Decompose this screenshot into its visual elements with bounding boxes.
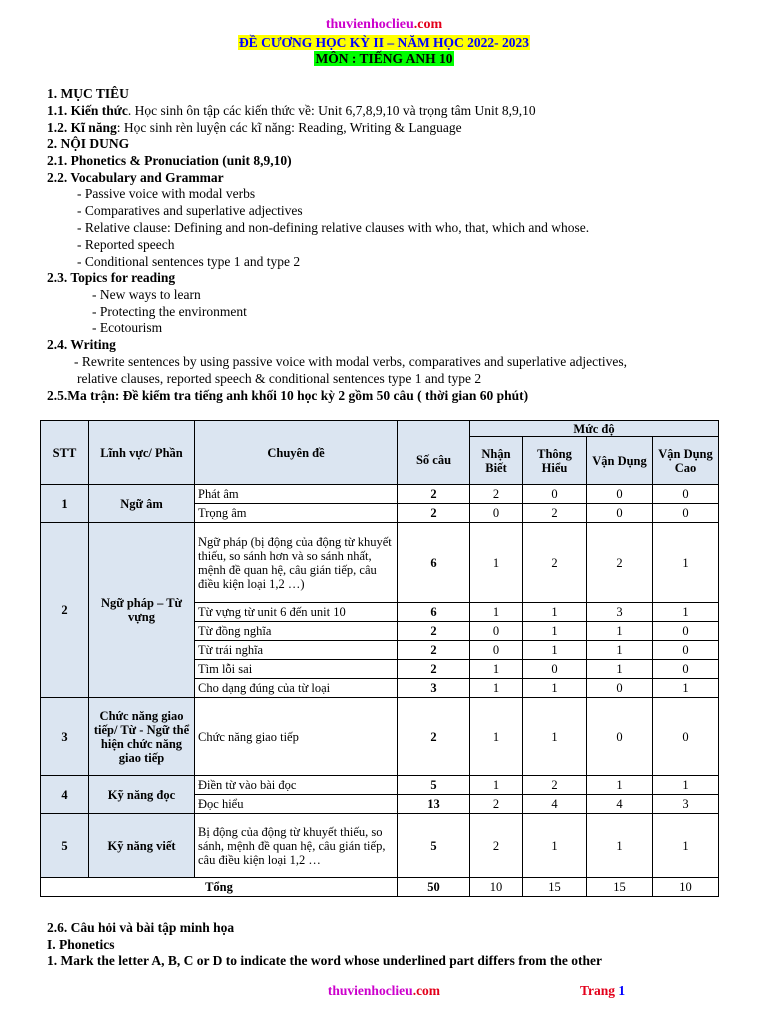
row-l3: 1 xyxy=(587,641,653,660)
site-tld: .com xyxy=(413,17,443,32)
row-l1: 1 xyxy=(470,523,523,603)
table-row xyxy=(41,814,719,878)
header-level: Mức độ xyxy=(470,421,719,437)
section-2-6: 2.6. Câu hỏi và bài tập minh họa xyxy=(47,920,235,935)
total-l3: 15 xyxy=(587,878,653,897)
row-l3: 0 xyxy=(587,698,653,776)
site-name: thuvienhoclieu xyxy=(325,17,414,32)
row-l1: 1 xyxy=(470,679,523,698)
group-field: Kỹ năng viết xyxy=(89,814,195,878)
row-l1: 1 xyxy=(470,660,523,679)
group-stt: 3 xyxy=(41,698,89,776)
row-l4: 1 xyxy=(653,814,719,878)
row-count: 5 xyxy=(398,814,470,878)
row-l4: 1 xyxy=(653,776,719,795)
total-row xyxy=(41,878,719,897)
row-l1: 1 xyxy=(470,698,523,776)
group-stt: 5 xyxy=(41,814,89,878)
row-l2: 4 xyxy=(523,795,587,814)
row-l3: 1 xyxy=(587,776,653,795)
row-l4: 0 xyxy=(653,698,719,776)
table-row xyxy=(41,485,719,504)
row-count: 2 xyxy=(398,641,470,660)
matrix-table xyxy=(40,420,719,897)
row-count: 5 xyxy=(398,776,470,795)
row-l1: 1 xyxy=(470,776,523,795)
row-l2: 1 xyxy=(523,641,587,660)
row-count: 3 xyxy=(398,679,470,698)
row-l3: 3 xyxy=(587,603,653,622)
row-l2: 2 xyxy=(523,776,587,795)
row-l4: 0 xyxy=(653,641,719,660)
section-2-2: 2.2. Vocabulary and Grammar xyxy=(47,170,224,185)
group-stt: 2 xyxy=(41,523,89,698)
row-l2: 2 xyxy=(523,504,587,523)
total-l2: 15 xyxy=(523,878,587,897)
row-l3: 1 xyxy=(587,814,653,878)
row-l2: 0 xyxy=(523,485,587,504)
row-topic: Từ trái nghĩa xyxy=(195,641,398,660)
section-2-3: 2.3. Topics for reading xyxy=(47,270,176,285)
group-field: Ngữ pháp – Từ vựng xyxy=(89,523,195,698)
phonetics-heading: I. Phonetics xyxy=(47,937,115,952)
row-count: 6 xyxy=(398,603,470,622)
row-l3: 1 xyxy=(587,660,653,679)
section-1-1: 1.1. Kiến thức. Học sinh ôn tập các kiến thức về: Unit 6,7,8,9,10 và trọng tâm Unit 8,9,10 xyxy=(47,103,536,118)
row-topic: Tìm lỗi sai xyxy=(195,660,398,679)
row-l2: 1 xyxy=(523,698,587,776)
writing-line-1: - Rewrite sentences by using passive voice with modal verbs, comparatives and superlative adjectives, xyxy=(74,354,627,369)
group-field: Kỹ năng đọc xyxy=(89,776,195,814)
row-l4: 0 xyxy=(653,660,719,679)
question-1: 1. Mark the letter A, B, C or D to indicate the word whose underlined part differs from the other xyxy=(47,953,602,968)
row-l1: 2 xyxy=(470,485,523,504)
row-topic: Điền từ vào bài đọc xyxy=(195,776,398,795)
section-1-2: 1.2. Kĩ năng: Học sinh rèn luyện các kĩ năng: Reading, Writing & Language xyxy=(47,120,462,135)
row-l1: 0 xyxy=(470,504,523,523)
group-field: Ngữ âm xyxy=(89,485,195,523)
row-l1: 2 xyxy=(470,795,523,814)
section-2-4: 2.4. Writing xyxy=(47,337,116,352)
total-l4: 10 xyxy=(653,878,719,897)
row-count: 2 xyxy=(398,660,470,679)
row-count: 2 xyxy=(398,698,470,776)
row-l2: 1 xyxy=(523,603,587,622)
section-2-heading: 2. NỘI DUNG xyxy=(47,136,130,151)
row-l2: 0 xyxy=(523,660,587,679)
row-topic: Chức năng giao tiếp xyxy=(195,698,398,776)
group-stt: 1 xyxy=(41,485,89,523)
header-level-2: Thông Hiểu xyxy=(523,437,587,485)
list-item: - Protecting the environment xyxy=(92,304,247,319)
total-label: Tổng xyxy=(41,878,398,897)
header-level-4: Vận Dụng Cao xyxy=(653,437,719,485)
total-count: 50 xyxy=(398,878,470,897)
group-stt: 4 xyxy=(41,776,89,814)
row-l4: 1 xyxy=(653,603,719,622)
row-topic: Từ đồng nghĩa xyxy=(195,622,398,641)
table-row xyxy=(41,523,719,603)
row-topic: Bị động của động từ khuyết thiếu, so sánh, mệnh đề quan hệ, câu gián tiếp, câu điều kiện loại 1,2 … xyxy=(195,814,398,878)
list-item: - Comparatives and superlative adjectives xyxy=(77,203,303,218)
row-l1: 0 xyxy=(470,622,523,641)
row-topic: Cho dạng đúng của từ loại xyxy=(195,679,398,698)
row-l1: 1 xyxy=(470,603,523,622)
list-item: - Ecotourism xyxy=(92,320,163,335)
row-l3: 1 xyxy=(587,622,653,641)
header-level-1: Nhận Biết xyxy=(470,437,523,485)
list-item: - Relative clause: Defining and non-defining relative clauses with who, that, which and whose. xyxy=(77,220,590,235)
header-field: Lĩnh vực/ Phần xyxy=(89,421,195,485)
list-item: - Passive voice with modal verbs xyxy=(77,186,256,201)
row-l3: 0 xyxy=(587,679,653,698)
row-topic: Phát âm xyxy=(195,485,398,504)
row-l4: 0 xyxy=(653,622,719,641)
row-l2: 2 xyxy=(523,523,587,603)
row-topic: Ngữ pháp (bị động của động từ khuyết thiếu, so sánh hơn và so sánh nhất, mệnh đề quan hệ, câu gián tiếp, câu điều kiện loại 1,2 …) xyxy=(195,523,398,603)
footer-site: thuvienhoclieu.com xyxy=(327,983,441,998)
header-level-3: Vận Dụng xyxy=(587,437,653,485)
header-topic: Chuyên đề xyxy=(195,421,398,485)
row-count: 6 xyxy=(398,523,470,603)
section-1-heading: 1. MỤC TIÊU xyxy=(47,86,129,101)
list-item: - Reported speech xyxy=(77,237,175,252)
row-l1: 0 xyxy=(470,641,523,660)
row-count: 2 xyxy=(398,622,470,641)
table-row xyxy=(41,698,719,776)
row-topic: Trọng âm xyxy=(195,504,398,523)
row-l3: 2 xyxy=(587,523,653,603)
writing-line-2: relative clauses, reported speech & conditional sentences type 1 and type 2 xyxy=(77,371,482,386)
header-stt: STT xyxy=(41,421,89,485)
list-item: - Conditional sentences type 1 and type 2 xyxy=(77,254,301,269)
header-count-top xyxy=(398,421,470,437)
document-title: ĐỀ CƯƠNG HỌC KỲ II – NĂM HỌC 2022- 2023 xyxy=(238,35,530,50)
row-count: 2 xyxy=(398,504,470,523)
row-l4: 3 xyxy=(653,795,719,814)
row-l4: 1 xyxy=(653,523,719,603)
row-l3: 0 xyxy=(587,485,653,504)
row-l3: 4 xyxy=(587,795,653,814)
row-count: 2 xyxy=(398,485,470,504)
list-item: - New ways to learn xyxy=(92,287,201,302)
row-count: 13 xyxy=(398,795,470,814)
row-topic: Đọc hiểu xyxy=(195,795,398,814)
row-l2: 1 xyxy=(523,622,587,641)
section-2-1: 2.1. Phonetics & Pronuciation (unit 8,9,10) xyxy=(47,153,292,168)
subject-title: MÔN : TIẾNG ANH 10 xyxy=(315,51,453,66)
page-number: Trang 1 xyxy=(580,983,626,998)
row-l4: 1 xyxy=(653,679,719,698)
row-l3: 0 xyxy=(587,504,653,523)
row-l2: 1 xyxy=(523,679,587,698)
header-count: Số câu xyxy=(398,437,470,485)
row-l4: 0 xyxy=(653,504,719,523)
row-l2: 1 xyxy=(523,814,587,878)
row-l1: 2 xyxy=(470,814,523,878)
site-header xyxy=(0,17,768,33)
group-field: Chức năng giao tiếp/ Từ - Ngữ thể hiện chức năng giao tiếp xyxy=(89,698,195,776)
section-2-5: 2.5.Ma trận: Đề kiểm tra tiếng anh khối 10 học kỳ 2 gồm 50 câu ( thời gian 60 phút) xyxy=(47,388,529,403)
table-row xyxy=(41,776,719,795)
total-l1: 10 xyxy=(470,878,523,897)
row-topic: Từ vựng từ unit 6 đến unit 10 xyxy=(195,603,398,622)
row-l4: 0 xyxy=(653,485,719,504)
